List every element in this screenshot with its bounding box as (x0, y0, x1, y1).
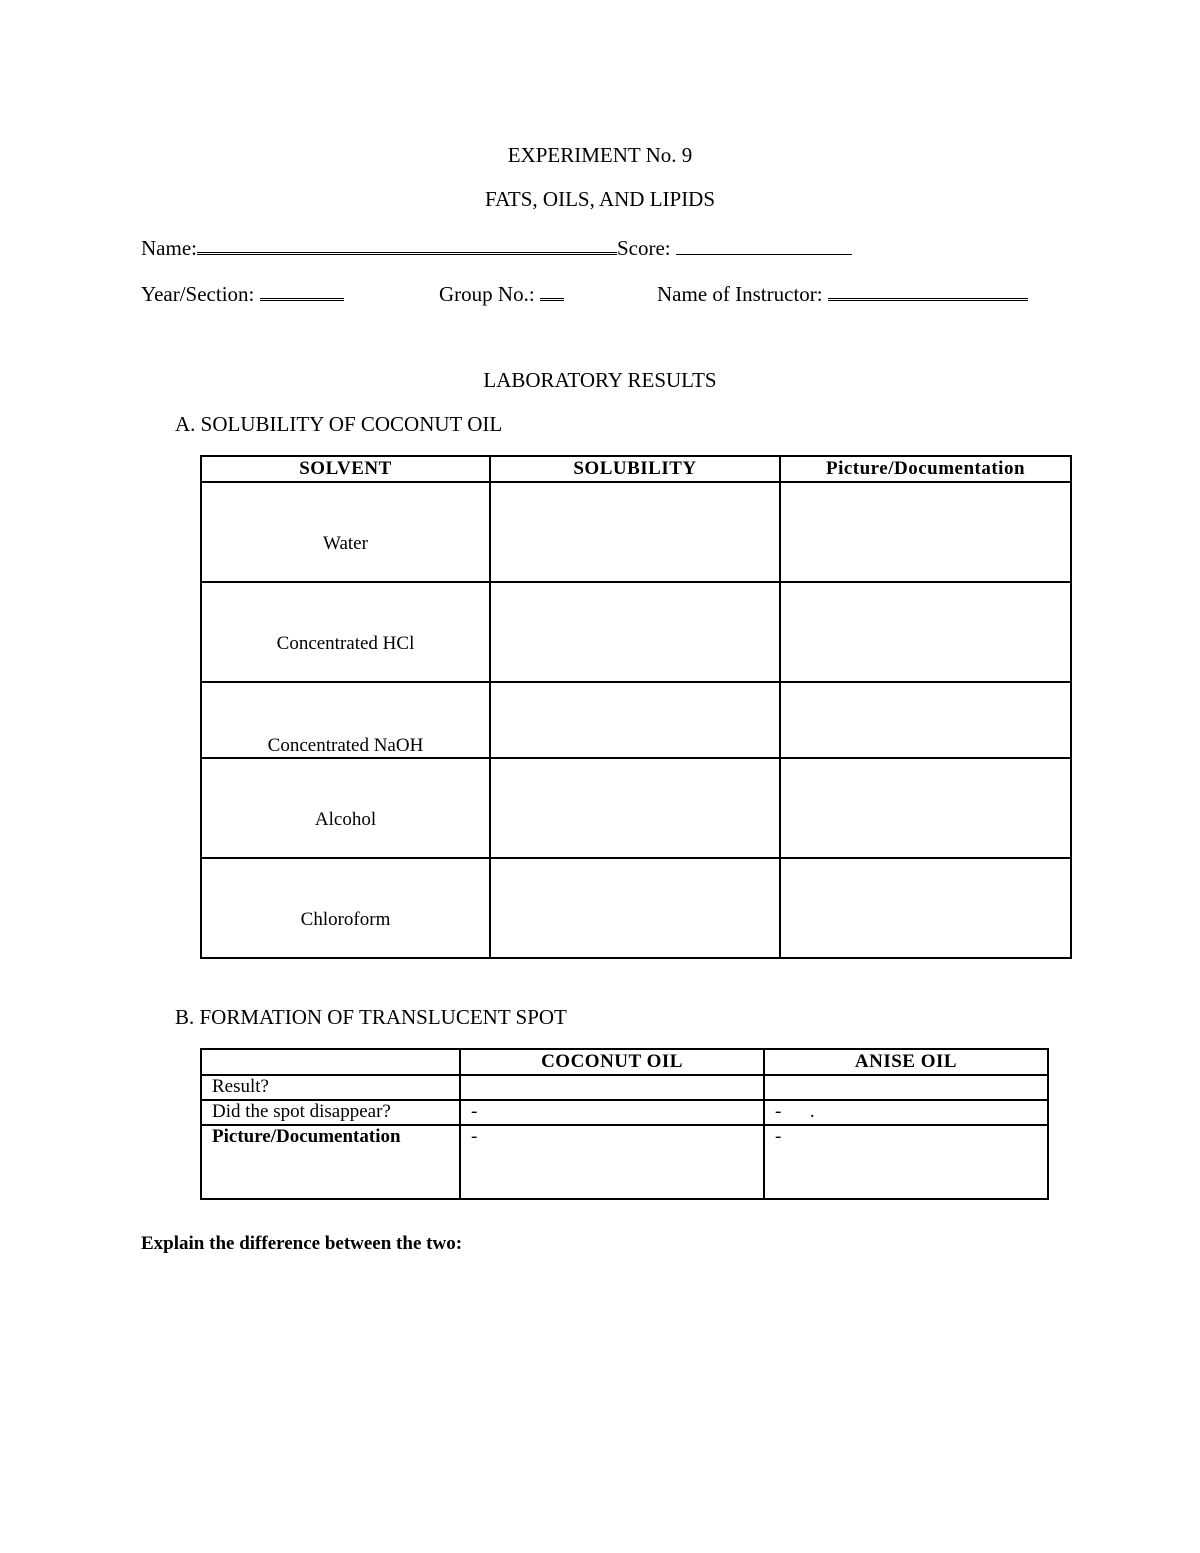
section-b-title: B. FORMATION OF TRANSLUCENT SPOT (175, 1005, 567, 1029)
group-blank[interactable] (540, 278, 564, 301)
solvent-cell: Alcohol (201, 758, 490, 858)
table-row (201, 758, 1071, 858)
anise-cell[interactable]: - . (764, 1100, 1048, 1125)
column-header-blank (201, 1049, 460, 1075)
column-header-anise-oil: ANISE OIL (764, 1049, 1048, 1075)
row-label: Picture/Documentation (201, 1125, 460, 1199)
name-blank[interactable] (197, 232, 617, 255)
table-row (201, 582, 1071, 682)
section-a-title: A. SOLUBILITY OF COCONUT OIL (175, 412, 503, 436)
solvent-cell: Water (201, 482, 490, 582)
solvent-cell: Concentrated HCl (201, 582, 490, 682)
coconut-cell[interactable]: - (460, 1125, 764, 1199)
column-header-picture: Picture/Documentation (780, 456, 1071, 482)
name-field (141, 232, 852, 261)
instructor-blank[interactable] (828, 278, 1028, 301)
results-heading: LABORATORY RESULTS (483, 368, 717, 392)
score-blank[interactable] (676, 234, 852, 255)
solubility-cell[interactable] (490, 758, 780, 858)
picture-cell[interactable] (780, 582, 1071, 682)
column-header-coconut-oil: COCONUT OIL (460, 1049, 764, 1075)
solvent-cell: Chloroform (201, 858, 490, 958)
translucent-spot-table (200, 1048, 1049, 1200)
score-label: Score: (616, 236, 671, 260)
experiment-title: EXPERIMENT No. 9 (507, 143, 693, 167)
row-label: Did the spot disappear? (201, 1100, 460, 1125)
table-row (201, 1075, 1048, 1100)
picture-cell[interactable] (780, 758, 1071, 858)
name-label: Name: (141, 236, 197, 260)
instructor-field (657, 278, 1028, 307)
anise-cell[interactable] (764, 1075, 1048, 1100)
coconut-cell[interactable]: - (460, 1100, 764, 1125)
year-section-field (141, 278, 344, 307)
table-row (201, 1125, 1048, 1199)
group-label: Group No.: (439, 282, 535, 306)
anise-cell[interactable]: - (764, 1125, 1048, 1199)
group-field (439, 278, 564, 307)
table-row (201, 1100, 1048, 1125)
table-row (201, 482, 1071, 582)
year-section-label: Year/Section: (141, 282, 255, 306)
solubility-cell[interactable] (490, 482, 780, 582)
solvent-cell: Concentrated NaOH (201, 682, 490, 758)
row-label: Result? (201, 1075, 460, 1100)
instructor-label: Name of Instructor: (657, 282, 823, 306)
explain-prompt: Explain the difference between the two: (141, 1233, 463, 1254)
solubility-cell[interactable] (490, 858, 780, 958)
picture-cell[interactable] (780, 682, 1071, 758)
column-header-solvent: SOLVENT (201, 456, 490, 482)
table-header-row (201, 1049, 1048, 1075)
table-row (201, 682, 1071, 758)
solubility-cell[interactable] (490, 582, 780, 682)
solubility-table (200, 455, 1072, 959)
table-header-row (201, 456, 1071, 482)
solubility-cell[interactable] (490, 682, 780, 758)
picture-cell[interactable] (780, 482, 1071, 582)
table-row (201, 858, 1071, 958)
coconut-cell[interactable] (460, 1075, 764, 1100)
column-header-solubility: SOLUBILITY (490, 456, 780, 482)
year-section-blank[interactable] (260, 278, 344, 301)
experiment-topic: FATS, OILS, AND LIPIDS (484, 187, 716, 211)
picture-cell[interactable] (780, 858, 1071, 958)
